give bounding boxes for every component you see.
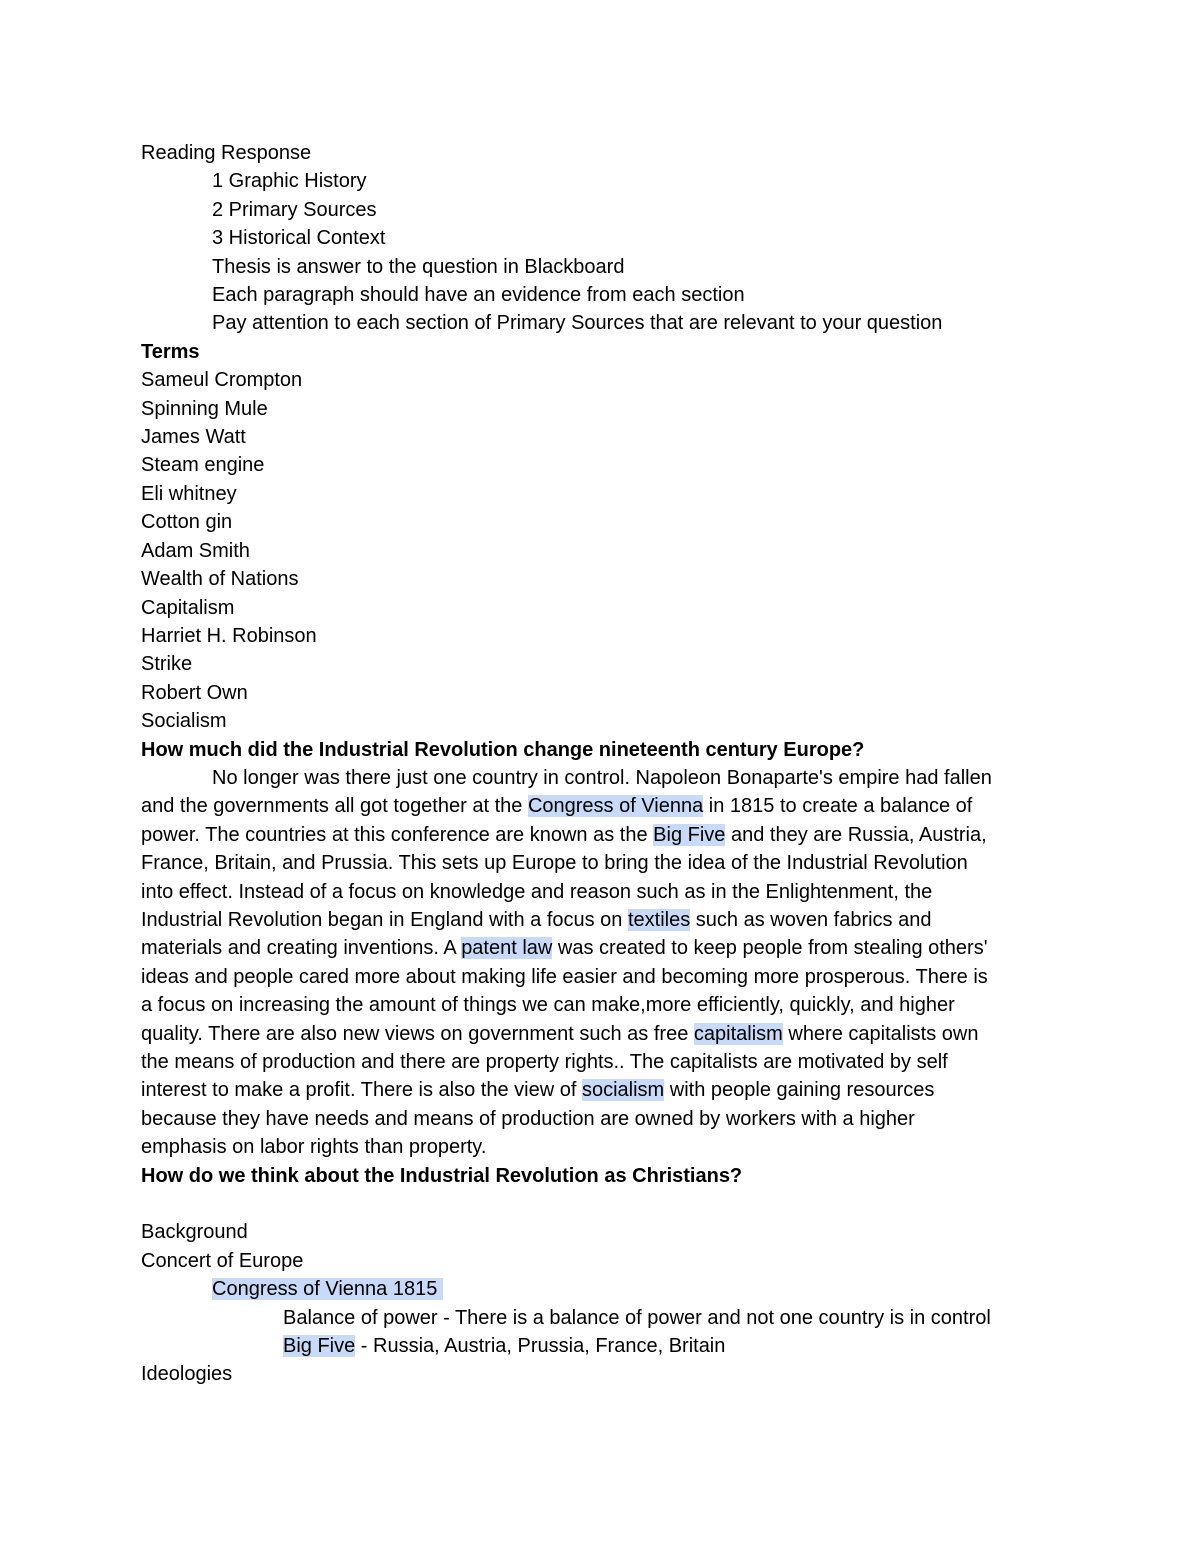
term-item: Harriet H. Robinson [141,624,317,647]
highlight-capitalism: capitalism [693,1022,783,1045]
para-text: where capitalists own [782,1022,979,1045]
para-text: and the governments all got together at the [141,795,528,818]
outline-big-five [141,1332,1061,1360]
para-line [141,906,1061,934]
para-line: a focus on increasing the amount of things we can make,more efficiently, quickly, and higher [141,994,955,1017]
highlight-congress-of-vienna: Congress of Vienna [527,795,704,818]
outline-balance: Balance of power - There is a balance of power and not one country is in control [283,1306,991,1329]
para-text: quality. There are also new views on government such as free [141,1022,694,1045]
highlight-patent-law: patent law [461,937,553,960]
para-text: power. The countries at this conference are known as the [141,823,654,846]
highlight-textiles: textiles [627,908,691,931]
rr-item: 1 Graphic History [212,170,367,193]
para-line [141,792,1061,820]
highlight-socialism: socialism [581,1079,665,1102]
para-text: materials and creating inventions. A [141,937,462,960]
term-item: Steam engine [141,454,265,477]
blank-line [141,1190,1061,1218]
para-line: into effect. Instead of a focus on knowledge and reason such as in the Enlightenment, the [141,880,933,903]
para-line: ideas and people cared more about making life easier and becoming more prosperous. There is [141,965,988,988]
term-item: Strike [141,653,193,676]
term-item: Eli whitney [141,482,237,505]
para-line [141,1020,1061,1048]
para-line: No longer was there just one country in control. Napoleon Bonaparte's empire had fallen [212,766,992,789]
para-text: interest to make a profit. There is also the view of [141,1079,582,1102]
answer-paragraph [141,764,1061,1162]
outline-concert: Concert of Europe [141,1249,304,1272]
term-item: Cotton gin [141,511,233,534]
rr-item: 2 Primary Sources [212,198,377,221]
term-item: Sameul Crompton [141,369,303,392]
para-line: because they have needs and means of production are owned by workers with a higher [141,1107,915,1130]
para-text: with people gaining resources [664,1079,935,1102]
highlight-congress-of-vienna-1815: Congress of Vienna 1815 [212,1278,443,1301]
para-text: Industrial Revolution began in England with a focus on [141,908,628,931]
rr-item: Each paragraph should have an evidence from each section [212,284,745,307]
term-item: Robert Own [141,681,248,704]
doc-title: Reading Response [141,142,312,164]
term-item: Adam Smith [141,539,250,562]
highlight-big-five-outline: Big Five [283,1335,356,1358]
para-line [141,821,1061,849]
term-item: Spinning Mule [141,397,268,420]
question-heading: How do we think about the Industrial Revolution as Christians? [141,1164,743,1187]
question-heading: How much did the Industrial Revolution change nineteenth century Europe? [141,738,865,761]
term-item: Wealth of Nations [141,568,299,591]
highlight-big-five: Big Five [653,823,726,846]
para-text: such as woven fabrics and [690,908,932,931]
para-line [141,1076,1061,1104]
rr-item: Pay attention to each section of Primary Sources that are relevant to your question [212,312,943,335]
outline-text: - Russia, Austria, Prussia, France, Britain [355,1335,726,1358]
para-line: emphasis on labor rights than property. [141,1136,487,1159]
terms-heading: Terms [141,340,200,363]
outline-ideologies: Ideologies [141,1363,233,1386]
para-text: was created to keep people from stealing others' [552,937,988,960]
outline-background: Background [141,1221,248,1244]
rr-item: 3 Historical Context [212,227,386,250]
para-line [141,934,1061,962]
term-item: Capitalism [141,596,235,619]
outline-congress [141,1275,1061,1303]
term-item: James Watt [141,426,246,449]
term-item: Socialism [141,710,227,733]
document-page [141,139,1061,1389]
rr-item: Thesis is answer to the question in Blackboard [212,255,625,278]
para-text: in 1815 to create a balance of [703,795,973,818]
para-line: France, Britain, and Prussia. This sets up Europe to bring the idea of the Industrial Revolution [141,852,968,875]
para-text: and they are Russia, Austria, [725,823,987,846]
para-line: the means of production and there are property rights.. The capitalists are motivated by self [141,1051,948,1073]
